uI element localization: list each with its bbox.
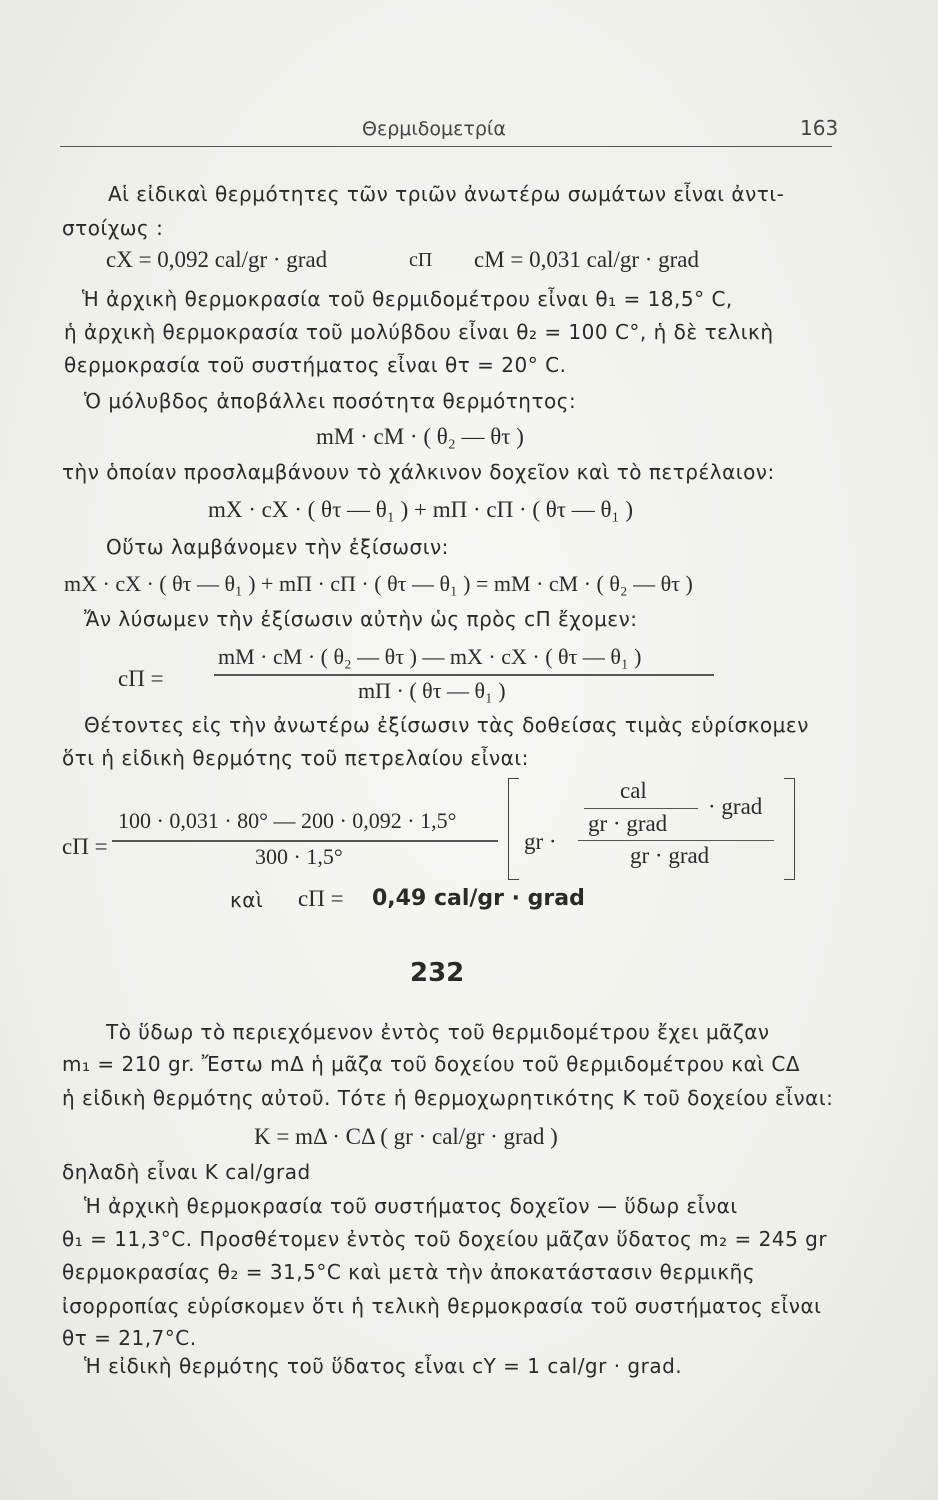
equation-balance: mX · cX · ( θτ — θ₁ ) + mΠ · cΠ · ( θτ — θ₁ ) = mM · cM · ( θ₂ — θτ ) (64, 571, 693, 596)
equation1-lhs: cΠ = (118, 666, 164, 691)
equation-absorbed-heat: mX · cX · ( θτ — θ₁ ) + mΠ · cΠ · ( θτ — θ₁ ) (208, 497, 633, 522)
result-kai: καὶ (230, 888, 264, 912)
fraction-bar (214, 674, 714, 676)
equation-capacity: K = mΔ · CΔ ( gr · cal/gr · grad ) (254, 1124, 558, 1149)
equation2-denominator: 300 · 1,5° (255, 844, 343, 869)
equation2-lhs: cΠ = (62, 834, 108, 859)
text-line: δηλαδὴ εἶναι K cal/grad (62, 1160, 311, 1184)
fraction-bar (584, 808, 698, 809)
text-line: Τὸ ὕδωρ τὸ περιεχόμενον ἐντὸς τοῦ θερμιδομέτρου ἔχει μᾶζαν (106, 1020, 770, 1044)
text-line: θτ = 21,7°C. (62, 1326, 197, 1350)
right-bracket (784, 778, 795, 880)
left-bracket (508, 778, 519, 880)
equation1-numerator: mM · cM · ( θ₂ — θτ ) — mX · cX · ( θτ — θ₁ ) (218, 644, 642, 669)
text-line: Αἱ εἰδικαὶ θερμότητες τῶν τριῶν ἀνωτέρω σωμάτων εἶναι ἀντι- (108, 182, 785, 206)
text-line: Ἡ εἰδικὴ θερμότης τοῦ ὕδατος εἶναι cΥ = 1 cal/gr · grad. (84, 1354, 683, 1378)
unit-grgrad-denominator: gr · grad (630, 843, 710, 868)
fraction-bar (112, 840, 498, 842)
text-line: Ἡ ἀρχικὴ θερμοκρασία τοῦ θερμιδομέτρου εἶναι θ₁ = 18,5° C, (82, 287, 733, 311)
page-number: 163 (800, 116, 839, 140)
text-line: Θέτοντες εἰς τὴν ἀνωτέρω ἐξίσωσιν τὰς δοθείσας τιμὰς εὑρίσκομεν (84, 713, 809, 737)
running-header-title: Θερμιδομετρία (362, 118, 506, 140)
problem-number: 232 (410, 958, 465, 988)
text-line: Οὕτω λαμβάνομεν τὴν ἐξίσωσιν: (106, 535, 449, 559)
equation2-numerator: 100 · 0,031 · 80° — 200 · 0,092 · 1,5° (118, 808, 457, 833)
equation-cpi: cΠ (409, 249, 433, 271)
result-lhs: cΠ = (298, 886, 344, 911)
unit-grgrad: gr · grad (588, 811, 668, 836)
text-line: θερμοκρασία τοῦ συστήματος εἶναι θτ = 20° C. (64, 353, 567, 377)
equation-cm: cM = 0,031 cal/gr · grad (474, 247, 700, 272)
text-line: Ἡ ἀρχικὴ θερμοκρασία τοῦ συστήματος δοχεῖον — ὕδωρ εἶναι (84, 1194, 738, 1218)
equation1-denominator: mΠ · ( θτ — θ₁ ) (358, 678, 506, 703)
text-line: ἡ ἀρχικὴ θερμοκρασία τοῦ μολύβδου εἶναι θ₂ = 100 C°, ἡ δὲ τελικὴ (64, 320, 774, 344)
unit-cal: cal (620, 778, 647, 803)
equation-cx: cX = 0,092 cal/gr · grad (106, 247, 328, 272)
text-line: Ὁ μόλυβδος ἀποβάλλει ποσότητα θερμότητος: (84, 389, 577, 413)
equation-lead-heat: mM · cM · ( θ₂ — θτ ) (316, 424, 524, 449)
header-rule (60, 146, 832, 147)
text-line: m₁ = 210 gr. Ἔστω mΔ ἡ μᾶζα τοῦ δοχείου τοῦ θερμιδομέτρου καὶ CΔ (62, 1052, 801, 1076)
text-line: ὅτι ἡ εἰδικὴ θερμότης τοῦ πετρελαίου εἶναι: (62, 746, 529, 770)
result-value: 0,49 cal/gr · grad (372, 886, 585, 911)
unit-gr: gr · (524, 829, 557, 854)
text-line: θερμοκρασίας θ₂ = 31,5°C καὶ μετὰ τὴν ἀποκατάστασιν θερμικῆς (62, 1260, 756, 1284)
unit-grad: · grad (708, 794, 763, 819)
text-line: ἡ εἰδικὴ θερμότης αὐτοῦ. Τότε ἡ θερμοχωρητικότης K τοῦ δοχείου εἶναι: (62, 1086, 834, 1110)
fraction-bar (578, 840, 774, 841)
text-line: ἰσορροπίας εὑρίσκομεν ὅτι ἡ τελικὴ θερμοκρασία τοῦ συστήματος εἶναι (62, 1294, 822, 1318)
text-line: τὴν ὁποίαν προσλαμβάνουν τὸ χάλκινον δοχεῖον καὶ τὸ πετρέλαιον: (62, 460, 775, 484)
text-line: Ἄν λύσωμεν τὴν ἐξίσωσιν αὐτὴν ὡς πρὸς cΠ ἔχομεν: (84, 607, 638, 631)
text-line: θ₁ = 11,3°C. Προσθέτομεν ἐντὸς τοῦ δοχείου μᾶζαν ὕδατος m₂ = 245 gr (62, 1227, 828, 1251)
text-line: στοίχως : (62, 216, 164, 240)
